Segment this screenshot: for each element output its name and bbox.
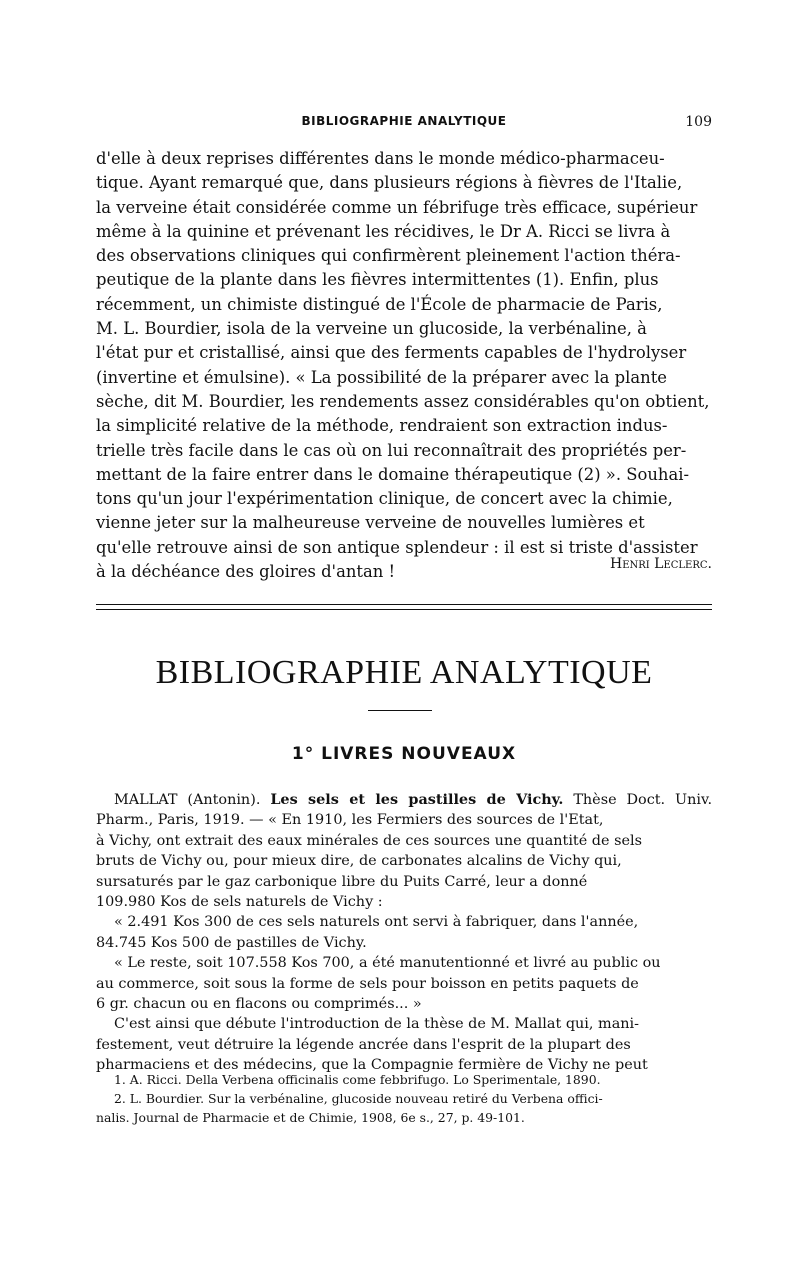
- text-line: 109.980 Kos de sels naturels de Vichy :: [96, 894, 383, 911]
- footnote: 1. A. Ricci. Della Verbena officinalis come febbrifugo. Lo Sperimentale, 1890.: [114, 1072, 601, 1087]
- text-line: « Le reste, soit 107.558 Kos 700, a été manutentionné et livré au public ou: [114, 955, 661, 972]
- text-line: des observations cliniques qui confirmèrent pleinement l'action théra-: [96, 246, 681, 266]
- text-line: récemment, un chimiste distingué de l'École de pharmacie de Paris,: [96, 294, 663, 314]
- text-line: mettant de la faire entrer dans le domaine thérapeutique (2) ». Souhai-: [96, 464, 690, 484]
- text-line: sèche, dit M. Bourdier, les rendements assez considérables qu'on obtient,: [96, 391, 710, 411]
- review-heading: [96, 790, 712, 831]
- footnote: nalis. Journal de Pharmacie et de Chimie, 1908, 6e s., 27, p. 49-101.: [96, 1110, 525, 1125]
- text-line: bruts de Vichy ou, pour mieux dire, de carbonates alcalins de Vichy qui,: [96, 853, 622, 870]
- text-line: peutique de la plante dans les fièvres intermittentes (1). Enfin, plus: [96, 270, 659, 290]
- text-line: d'elle à deux reprises différentes dans le monde médico-pharmaceu-: [96, 149, 665, 168]
- text-line: au commerce, soit sous la forme de sels pour boisson en petits paquets de: [96, 975, 639, 992]
- text-line: vienne jeter sur la malheureuse verveine de nouvelles lumières et: [96, 513, 645, 533]
- text-line: la verveine était considérée comme un fébrifuge très efficace, supérieur: [96, 197, 698, 217]
- text-line: 6 gr. chacun ou en flacons ou comprimés... »: [96, 996, 422, 1013]
- footnote: 2. L. Bourdier. Sur la verbénaline, glucoside nouveau retiré du Verbena offici-: [114, 1091, 603, 1106]
- text-line: tons qu'un jour l'expérimentation clinique, de concert avec la chimie,: [96, 489, 673, 509]
- text-line: Thèse Doct. Univ. Pharm., Paris, 1919. — « En 1910, les Fermiers des sources de l'Etat,: [96, 792, 713, 829]
- title-underline: [368, 710, 432, 711]
- text-line: (invertine et émulsine). « La possibilité de la préparer avec la plante: [96, 367, 667, 387]
- text-line: qu'elle retrouve ainsi de son antique splendeur : il est si triste d'assister: [96, 537, 698, 557]
- section-divider-bottom: [96, 609, 712, 610]
- text-line: trielle très facile dans le cas où on lui reconnaîtrait des propriétés per-: [96, 440, 687, 460]
- running-head: [96, 114, 712, 136]
- page-number: 109: [685, 114, 712, 130]
- text-line: 84.745 Kos 500 de pastilles de Vichy.: [96, 934, 367, 951]
- footnotes: [96, 1070, 712, 1127]
- text-line: l'état pur et cristallisé, ainsi que des ferments capables de l'hydrolyser: [96, 343, 687, 363]
- text-line: à la déchéance des gloires d'antan !: [96, 562, 396, 582]
- text-line: la simplicité relative de la méthode, rendraient son extraction indus-: [96, 416, 668, 436]
- text-line: même à la quinine et prévenant les récidives, le Dr A. Ricci se livra à: [96, 221, 671, 241]
- text-line: C'est ainsi que débute l'introduction de la thèse de M. Mallat qui, mani-: [114, 1016, 640, 1033]
- running-head-title: BIBLIOGRAPHIE ANALYTIQUE: [301, 114, 507, 128]
- article-end-text: [96, 147, 712, 584]
- text-line: festement, veut détruire la légende ancrée dans l'esprit de la plupart des: [96, 1036, 631, 1053]
- text-line: tique. Ayant remarqué que, dans plusieurs régions à fièvres de l'Italie,: [96, 173, 683, 193]
- review-book-title: Les sels et les pastilles de Vichy.: [270, 791, 564, 808]
- section-title: BIBLIOGRAPHIE ANALYTIQUE: [155, 654, 653, 691]
- review-author: MALLAT (Antonin).: [114, 792, 261, 808]
- book-review: [96, 790, 712, 1076]
- section-divider-top: [96, 604, 712, 605]
- subsection-heading: 1° LIVRES NOUVEAUX: [291, 744, 517, 764]
- author-signature: Henri Leclerc.: [609, 556, 712, 572]
- text-line: sursaturés par le gaz carbonique libre du Puits Carré, leur a donné: [96, 873, 588, 890]
- text-line: à Vichy, ont extrait des eaux minérales de ces sources une quantité de sels: [96, 832, 642, 849]
- text-line: pharmaciens et des médecins, que la Compagnie fermière de Vichy ne peut: [96, 1057, 648, 1074]
- text-line: M. L. Bourdier, isola de la verveine un glucoside, la verbénaline, à: [96, 319, 647, 339]
- text-line: « 2.491 Kos 300 de ces sels naturels ont servi à fabriquer, dans l'année,: [114, 914, 639, 931]
